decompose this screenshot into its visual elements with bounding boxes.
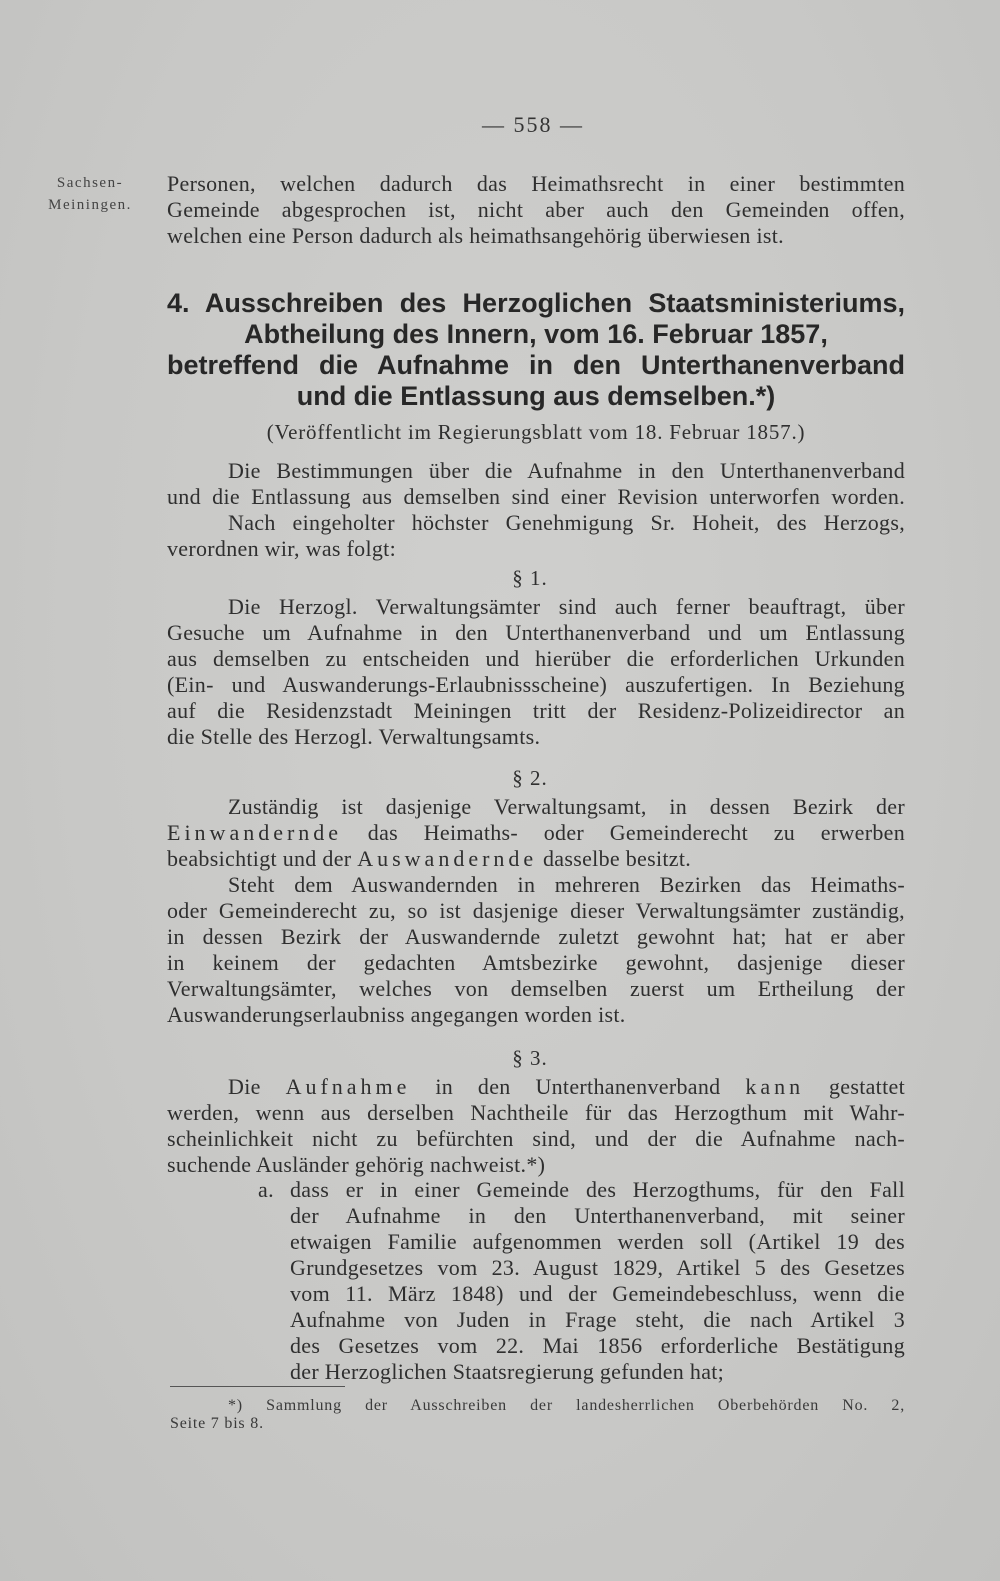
text-line: suchende Ausländer gehörig nachweist.*)	[167, 1152, 546, 1177]
margin-note-line: Sachsen-	[56, 175, 124, 191]
text-line: Verwaltungsämter, welches von demselben zuerst um Ertheilung der	[167, 976, 905, 1001]
section-mark: § 2.	[512, 766, 548, 790]
text-line: Personen, welchen dadurch das Heimathsrecht in einer bestimmten	[167, 171, 905, 196]
text-line: Gemeinde abgesprochen ist, nicht aber auch den Gemeinden offen,	[167, 197, 905, 222]
text-segment: in den Unterthanenverband	[435, 1074, 721, 1099]
text-line: Grundgesetzes vom 23. August 1829, Artikel 5 des Gesetzes	[290, 1255, 905, 1280]
text-line	[167, 820, 905, 846]
text-line: aus demselben zu entscheiden und hierüber die erforderlichen Urkunden	[167, 646, 905, 671]
publication-note: (Veröffentlicht im Regierungsblatt vom 18. Februar 1857.)	[266, 420, 806, 444]
text-line: der Aufnahme in den Unterthanenverband, mit seiner	[290, 1203, 905, 1228]
text-line: dass er in einer Gemeinde des Herzogthums, für den Fall	[290, 1177, 905, 1202]
spaced-word: Einwandernde	[167, 820, 343, 845]
spaced-word: Auswandernde	[357, 846, 538, 871]
text-line: vom 11. März 1848) und der Gemeindebeschluss, wenn die	[290, 1281, 905, 1306]
text-line	[167, 846, 905, 872]
preamble-paragraph	[167, 458, 905, 562]
list-item	[290, 1177, 905, 1385]
text-line: verordnen wir, was folgt:	[167, 536, 397, 561]
text-segment: gestattet	[828, 1074, 905, 1099]
text-line: der Herzoglichen Staatsregierung gefunden hat;	[290, 1359, 725, 1384]
text-line: welchen eine Person dadurch als heimathsangehörig überwiesen ist.	[167, 223, 784, 248]
text-line: auf die Residenzstadt Meiningen tritt der Residenz-Polizeidirector an	[167, 698, 905, 723]
text-segment: dasselbe besitzt.	[543, 846, 692, 871]
margin-note	[40, 172, 140, 216]
text-line: werden, wenn aus derselben Nachtheile für das Herzogthum mit Wahr-	[167, 1100, 905, 1125]
text-line: Zuständig ist dasjenige Verwaltungsamt, in dessen Bezirk der	[228, 794, 905, 819]
list-item-label: a.	[258, 1177, 274, 1202]
text-line: etwaigen Familie aufgenommen werden soll (Artikel 19 des	[290, 1229, 905, 1254]
section-mark: § 3.	[512, 1046, 548, 1070]
text-line	[167, 1074, 905, 1100]
text-line: oder Gemeinderecht zu, so ist dasjenige dieser Verwaltungsämter zuständig,	[167, 898, 905, 923]
section-mark: § 1.	[512, 566, 548, 590]
footnote-rule	[170, 1386, 345, 1387]
section-2-paragraph	[167, 794, 905, 1028]
text-line: Auswanderungserlaubniss angegangen worden ist.	[167, 1002, 626, 1027]
text-line: die Stelle des Herzogl. Verwaltungsamts.	[167, 724, 541, 749]
text-line: (Ein- und Auswanderungs-Erlaubnissscheine) auszufertigen. In Beziehung	[167, 672, 905, 697]
footnote-line: Seite 7 bis 8.	[170, 1415, 264, 1432]
text-line: Gesuche um Aufnahme in den Unterthanenverband und um Entlassung	[167, 620, 905, 645]
text-line: in keinem der gedachten Amtsbezirke gewohnt, dasjenige dieser	[167, 950, 905, 975]
text-segment: Die	[228, 1074, 261, 1099]
text-line: des Gesetzes vom 22. Mai 1856 erforderliche Bestätigung	[290, 1333, 905, 1358]
spaced-word: Aufnahme	[285, 1074, 411, 1099]
footnote-line: *) Sammlung der Ausschreiben der landesherrlichen Oberbehörden No. 2,	[228, 1397, 905, 1414]
text-line: Steht dem Auswandernden in mehreren Bezirken das Heimaths-	[228, 872, 905, 897]
text-line: scheinlichkeit nicht zu befürchten sind, und der die Aufnahme nach-	[167, 1126, 905, 1151]
text-segment: das Heimaths- oder Gemeinderecht zu erwerben	[367, 820, 905, 845]
heading-line: und die Entlassung aus demselben.*)	[296, 381, 776, 411]
heading-line: Abtheilung des Innern, vom 16. Februar 1857,	[244, 319, 828, 349]
intro-paragraph	[167, 171, 905, 249]
text-segment: beabsichtigt und der	[167, 846, 352, 871]
text-line: Aufnahme von Juden in Frage steht, die nach Artikel 3	[290, 1307, 905, 1332]
spaced-word: kann	[745, 1074, 805, 1099]
text-line: in dessen Bezirk der Auswandernde zuletzt gewohnt hat; hat er aber	[167, 924, 905, 949]
text-line: und die Entlassung aus demselben sind einer Revision unterworfen worden.	[167, 484, 905, 509]
heading-line: betreffend die Aufnahme in den Unterthanenverband	[167, 350, 905, 380]
heading-line: 4. Ausschreiben des Herzoglichen Staatsministeriums,	[167, 288, 905, 318]
page-number: — 558 —	[482, 112, 584, 137]
text-line: Die Herzogl. Verwaltungsämter sind auch ferner beauftragt, über	[228, 594, 905, 619]
section-1-paragraph	[167, 594, 905, 750]
text-line: Die Bestimmungen über die Aufnahme in den Unterthanenverband	[228, 458, 905, 483]
text-line: Nach eingeholter höchster Genehmigung Sr. Hoheit, des Herzogs,	[228, 510, 905, 535]
document-heading	[167, 288, 905, 412]
footnote	[170, 1397, 905, 1433]
section-3-paragraph	[167, 1074, 905, 1178]
margin-note-line: Meiningen.	[48, 197, 132, 213]
